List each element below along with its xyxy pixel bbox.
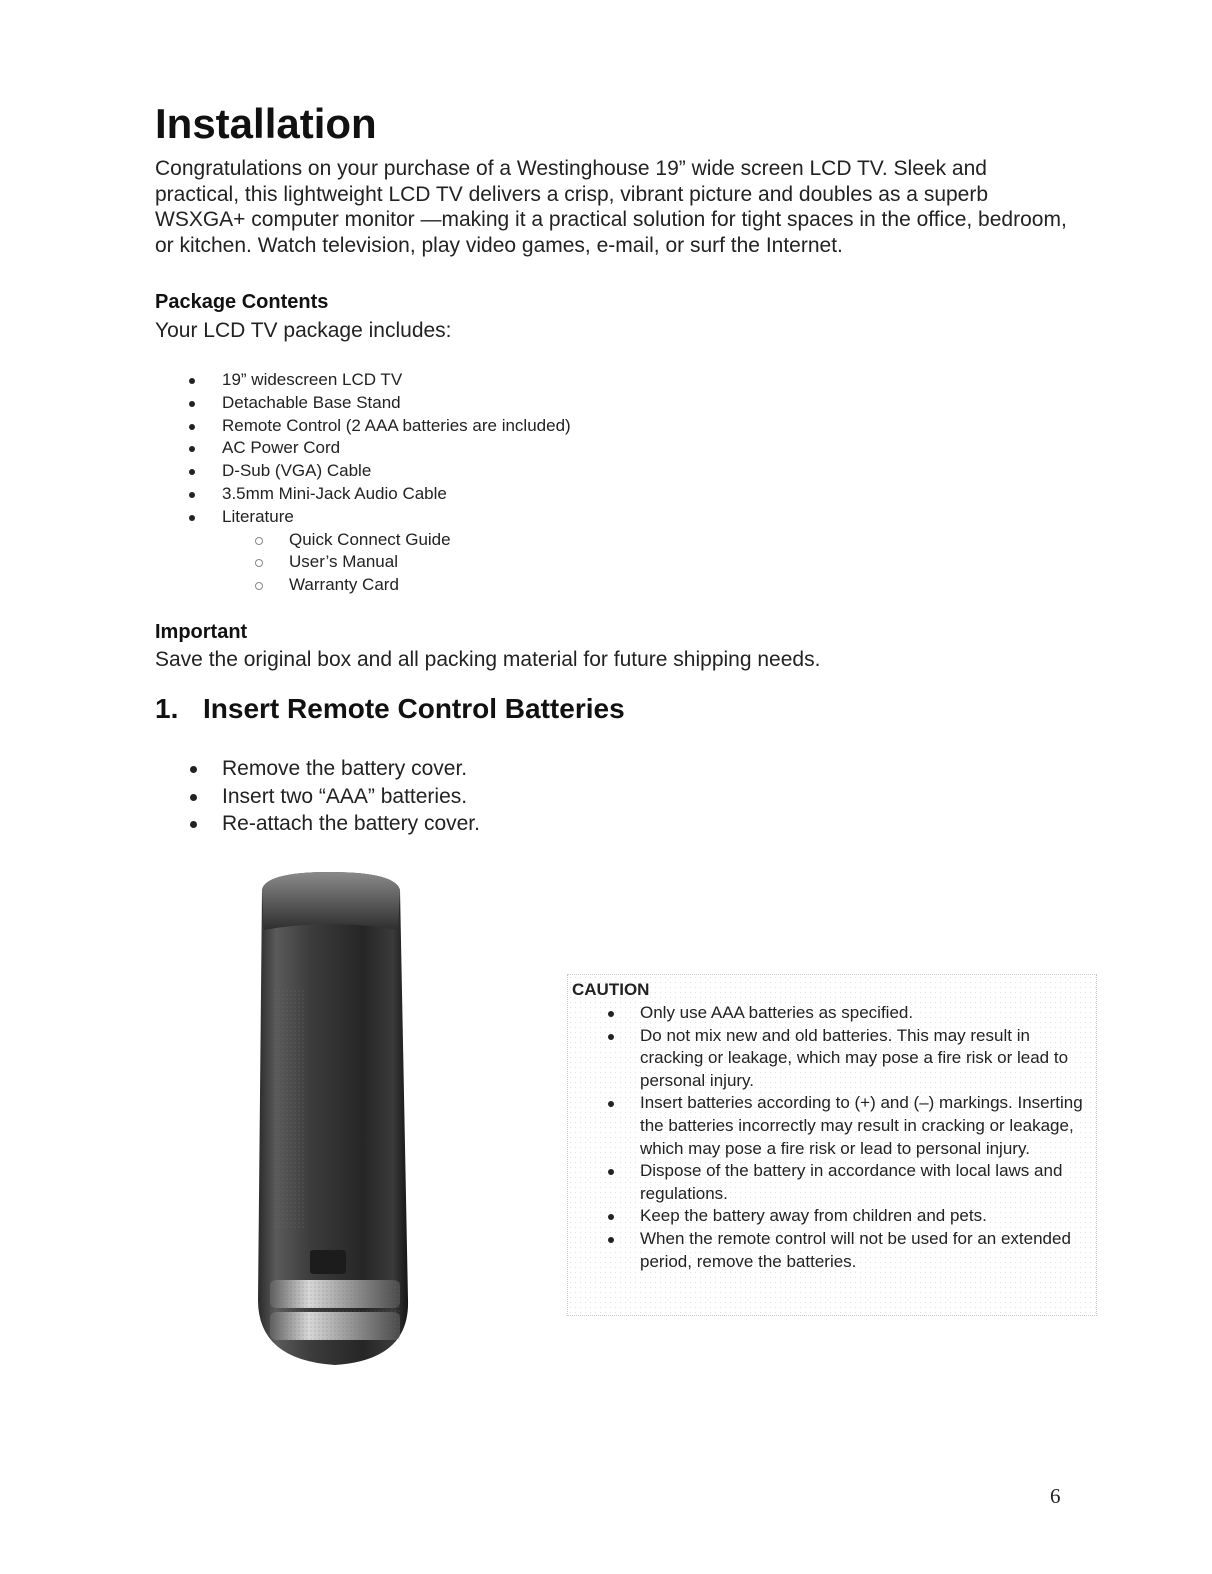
important-text: Save the original box and all packing material for future shipping needs.	[155, 648, 821, 671]
list-item: Only use AAA batteries as specified.	[568, 1002, 1096, 1025]
section-number: 1.	[155, 693, 179, 724]
list-item: Insert batteries according to (+) and (–) markings. Inserting the batteries incorrectly may result in cracking or leakage, which may pose a fire risk or lead to personal injury.	[568, 1092, 1096, 1160]
list-item: Quick Connect Guide	[222, 529, 571, 552]
caution-list	[568, 1002, 1096, 1273]
list-item: Re-attach the battery cover.	[155, 810, 480, 838]
list-item: Keep the battery away from children and pets.	[568, 1205, 1096, 1228]
list-item: When the remote control will not be used for an extended period, remove the batteries.	[568, 1228, 1096, 1273]
section-heading	[155, 693, 625, 725]
list-item: Insert two “AAA” batteries.	[155, 783, 480, 811]
page-title: Installation	[155, 100, 377, 147]
list-item: Do not mix new and old batteries. This may result in cracking or leakage, which may pose a fire risk or lead to personal injury.	[568, 1025, 1096, 1093]
section-title: Insert Remote Control Batteries	[203, 693, 625, 724]
literature-sublist	[222, 529, 571, 597]
list-item: Dispose of the battery in accordance with local laws and regulations.	[568, 1160, 1096, 1205]
list-item: Remove the battery cover.	[155, 755, 480, 783]
page-number: 6	[1050, 1484, 1061, 1508]
package-contents-lead: Your LCD TV package includes:	[155, 319, 452, 342]
list-item: User’s Manual	[222, 551, 571, 574]
intro-paragraph: Congratulations on your purchase of a Westinghouse 19” wide screen LCD TV. Sleek and practical, this lightweight LCD TV delivers a crisp, vibrant picture and doubles as a superb WSXGA+ computer monitor —making it a practical solution for tight spaces in the office, bedroom, or kitchen. Watch television, play video games, e-mail, or surf the Internet.	[155, 157, 1067, 257]
caution-box	[567, 974, 1097, 1316]
package-contents-heading: Package Contents	[155, 291, 329, 313]
caution-title: CAUTION	[572, 980, 650, 999]
list-item: AC Power Cord	[155, 437, 571, 460]
list-item: Detachable Base Stand	[155, 392, 571, 415]
list-item: Literature Quick Connect Guide User’s Manual Warranty Card	[155, 506, 571, 597]
list-item: Remote Control (2 AAA batteries are included)	[155, 415, 571, 438]
remote-control-image	[250, 870, 420, 1370]
battery-steps-list	[155, 755, 480, 838]
list-item: D-Sub (VGA) Cable	[155, 460, 571, 483]
list-item: Warranty Card	[222, 574, 571, 597]
list-item: 19” widescreen LCD TV	[155, 369, 571, 392]
important-heading: Important	[155, 621, 248, 643]
package-contents-list	[155, 369, 571, 597]
list-item: 3.5mm Mini-Jack Audio Cable	[155, 483, 571, 506]
